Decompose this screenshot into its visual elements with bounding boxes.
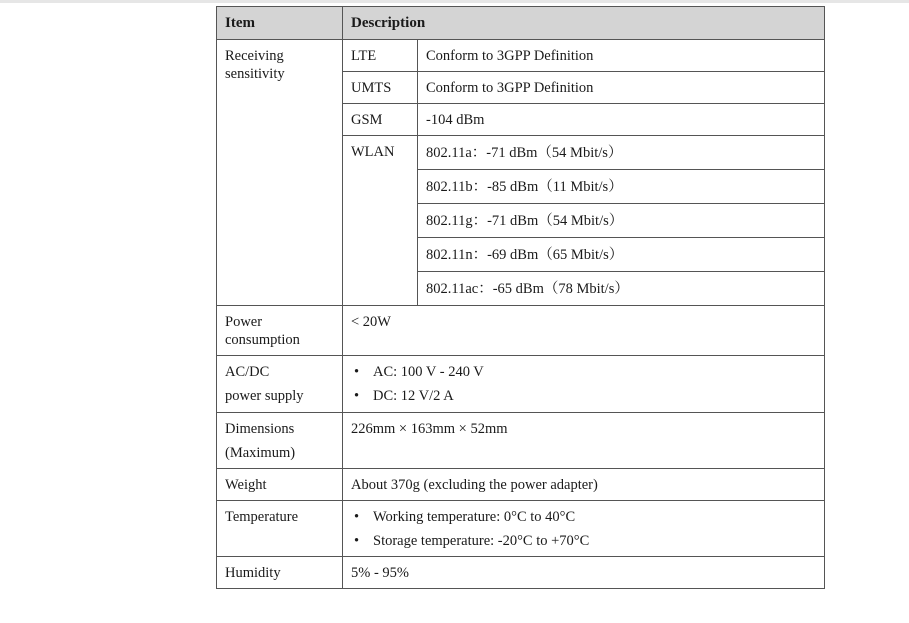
weight-value: About 370g (excluding the power adapter) <box>343 469 825 501</box>
table-row <box>217 306 825 356</box>
humidity-value: 5% - 95% <box>343 557 825 589</box>
specifications-table <box>216 6 825 589</box>
humidity-label: Humidity <box>217 557 343 589</box>
lte-value: Conform to 3GPP Definition <box>418 40 825 72</box>
bullet-icon: • <box>354 509 360 525</box>
dimensions-value: 226mm × 163mm × 52mm <box>343 413 825 469</box>
acdc-power-supply-value <box>343 356 825 413</box>
umts-value: Conform to 3GPP Definition <box>418 72 825 104</box>
list-item: • AC: 100 V - 240 V <box>351 360 816 384</box>
table-row <box>217 413 825 469</box>
table-header-row <box>217 7 825 40</box>
wlan-value-80211a: 802.11a：-71 dBm（54 Mbit/s） <box>418 136 825 170</box>
wlan-value-80211n: 802.11n：-69 dBm（65 Mbit/s） <box>418 238 825 272</box>
top-divider <box>0 0 909 3</box>
power-consumption-label: Power consumption <box>217 306 343 356</box>
list-item: • DC: 12 V/2 A <box>351 384 816 408</box>
list-item: • Storage temperature: -20°C to +70°C <box>351 529 816 553</box>
acdc-power-supply-label: AC/DC power supply <box>217 356 343 413</box>
lte-label: LTE <box>343 40 418 72</box>
header-description: Description <box>343 7 825 40</box>
weight-label: Weight <box>217 469 343 501</box>
bullet-icon: • <box>354 364 360 380</box>
table-row <box>217 356 825 413</box>
power-consumption-value: < 20W <box>343 306 825 356</box>
gsm-value: -104 dBm <box>418 104 825 136</box>
receiving-sensitivity-label: Receiving sensitivity <box>217 40 343 306</box>
wlan-value-80211ac: 802.11ac：-65 dBm（78 Mbit/s） <box>418 272 825 306</box>
bullet-icon: • <box>354 388 360 404</box>
temperature-value <box>343 501 825 557</box>
dimensions-label: Dimensions (Maximum) <box>217 413 343 469</box>
umts-label: UMTS <box>343 72 418 104</box>
bullet-icon: • <box>354 533 360 549</box>
table-row <box>217 557 825 589</box>
gsm-label: GSM <box>343 104 418 136</box>
wlan-value-80211b: 802.11b：-85 dBm（11 Mbit/s） <box>418 170 825 204</box>
table-row <box>217 469 825 501</box>
temperature-label: Temperature <box>217 501 343 557</box>
header-item: Item <box>217 7 343 40</box>
wlan-value-80211g: 802.11g：-71 dBm（54 Mbit/s） <box>418 204 825 238</box>
list-item: • Working temperature: 0°C to 40°C <box>351 505 816 529</box>
table-row <box>217 40 825 72</box>
wlan-label: WLAN <box>343 136 418 306</box>
table-row <box>217 501 825 557</box>
